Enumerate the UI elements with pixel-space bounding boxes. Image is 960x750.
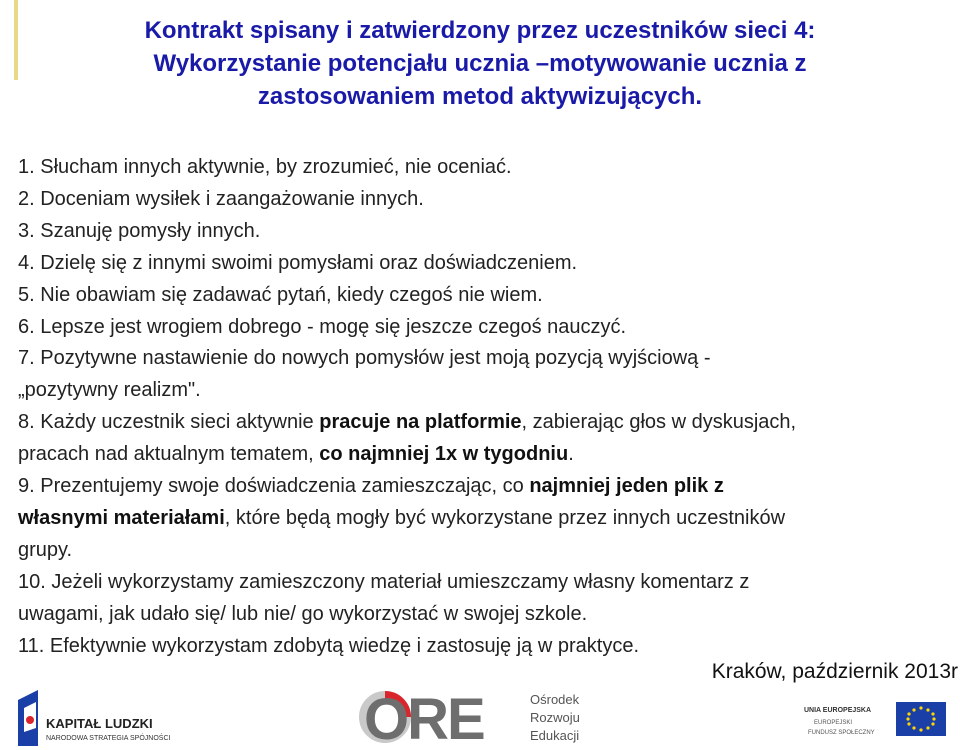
rule-7-line-2: „pozytywny realizm". (18, 379, 201, 402)
place-date-signature: Kraków, październik 2013r (711, 660, 958, 683)
rule-8-text: 8. Każdy uczestnik sieci aktywnie (18, 411, 320, 434)
rule-10-line-1: 10. Jeżeli wykorzystamy zamieszczony materiał umieszczamy własny komentarz z (18, 570, 750, 593)
rule-9-text: 9. Prezentujemy swoje doświadczenia zamieszczając, co (18, 475, 530, 498)
eu-line-2: EUROPEJSKI (814, 720, 853, 726)
rule-8-emphasis-2: co najmniej 1x w tygodniu (319, 443, 569, 466)
rule-7-line-1: 7. Pozytywne nastawienie do nowych pomysłów jest moją pozycją wyjściową - (18, 347, 711, 370)
contract-rules-list (18, 152, 958, 663)
rule-10-line-2: uwagami, jak udało się/ lub nie/ go wykorzystać w swojej szkole. (18, 602, 588, 625)
footer-logos (0, 684, 960, 750)
rule-8-line-2 (18, 439, 958, 471)
document-title (40, 14, 920, 113)
rule-9-text-2: , które będą mogły być wykorzystane przez innych uczestników (224, 506, 786, 529)
rule-9-line-1 (18, 471, 958, 503)
rule-2: 2. Doceniam wysiłek i zaangażowanie innych. (18, 187, 424, 210)
kl-title: KAPITAŁ LUDZKI (46, 716, 153, 731)
rule-5: 5. Nie obawiam się zadawać pytań, kiedy czegoś nie wiem. (18, 283, 543, 306)
rule-9-line-2 (18, 503, 958, 535)
ore-logo (350, 684, 620, 750)
rule-1: 1. Słucham innych aktywnie, by zrozumieć, nie oceniać. (18, 156, 512, 178)
rule-11: 11. Efektywnie wykorzystam zdobytą wiedzę i zastosuję ją w praktyce. (18, 634, 639, 657)
rule-8-text-2: pracach nad aktualnym tematem, (18, 443, 320, 466)
rule-9-emphasis-2: własnymi materiałami (18, 506, 225, 529)
decorative-left-line (14, 0, 18, 80)
rule-6: 6. Lepsze jest wrogiem dobrego - mogę się jeszcze czegoś nauczyć. (18, 315, 627, 338)
eu-line-1: UNIA EUROPEJSKA (804, 707, 872, 714)
rule-8-emphasis: pracuje na platformie (319, 411, 522, 434)
rule-8-text-cont: , zabierając głos w dyskusjach, (521, 411, 797, 434)
rule-8-period: . (568, 443, 574, 466)
title-line-2: Wykorzystanie potencjału ucznia –motywowanie ucznia z (153, 50, 807, 77)
eu-line-3: FUNDUSZ SPOŁECZNY (808, 730, 875, 736)
rule-4: 4. Dzielę się z innymi swoimi pomysłami oraz doświadczeniem. (18, 251, 578, 274)
kl-subtitle: NARODOWA STRATEGIA SPÓJNOŚCI (46, 735, 171, 742)
eu-logo (800, 698, 960, 750)
ore-line-1: Ośrodek (530, 692, 580, 707)
title-line-3: zastosowaniem metod aktywizujących. (257, 83, 703, 110)
rule-9-emphasis: najmniej jeden plik z (529, 475, 724, 498)
kapital-ludzki-logo (10, 688, 180, 750)
rule-3: 3. Szanuję pomysły innych. (18, 219, 261, 242)
title-line-1: Kontrakt spisany i zatwierdzony przez uczestników sieci 4: (144, 17, 816, 44)
rule-8-line-1 (18, 407, 958, 439)
ore-line-2: Rozwoju (530, 710, 580, 725)
rule-9-line-3: grupy. (18, 538, 73, 561)
ore-wordmark: ORE (364, 687, 484, 750)
ore-line-3: Edukacji (530, 728, 580, 743)
